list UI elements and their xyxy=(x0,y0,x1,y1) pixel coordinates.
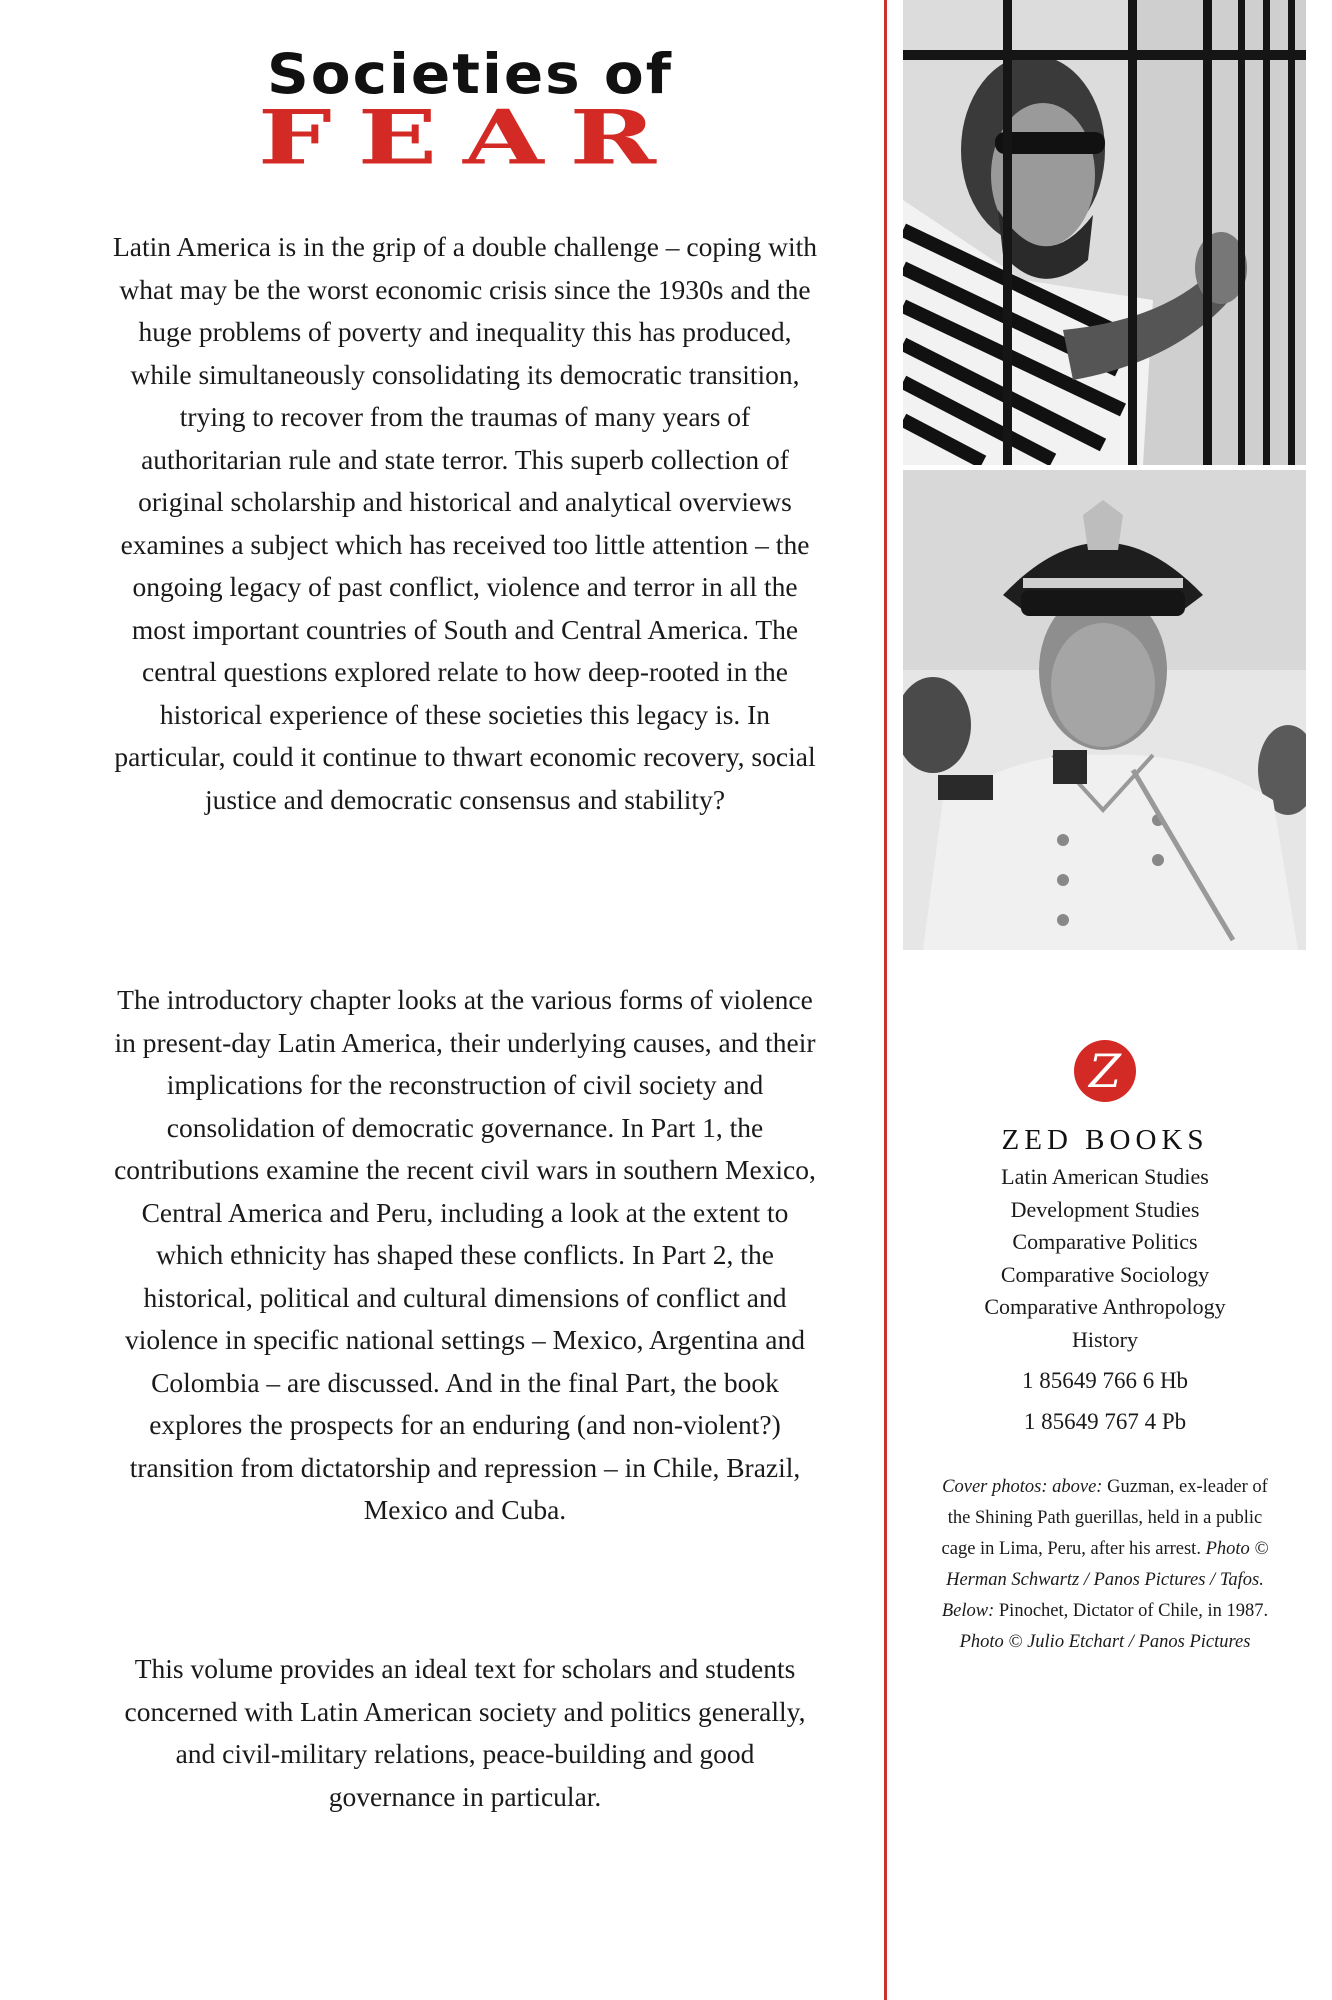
credits-below-photo: Photo © Julio Etchart / Panos Pictures xyxy=(959,1632,1251,1652)
isbn-paperback: 1 85649 767 4 Pb xyxy=(1023,1409,1187,1434)
red-divider-line xyxy=(884,0,887,2000)
cover-photo-pinochet xyxy=(903,470,1306,950)
zed-books-logo-icon xyxy=(1074,1040,1136,1102)
blurb-paragraph-1: Latin America is in the grip of a double challenge – coping with what may be the worst economic crisis since the 1930s and the huge problems of poverty and inequality this has produced, while simultaneously consolidating its democratic transition, trying to recover from the traumas of many years of authoritarian rule and state terror. This superb collection of original scholarship and historical and analytical overviews examines a subject which has received too little attention – the ongoing legacy of past conflict, violence and terror in all the most important countries of South and Central America. The central questions explored relate to how deep-rooted in the historical experience of these societies this legacy is. In particular, could it continue to thwart economic recovery, social justice and democratic consensus and stability? xyxy=(112,231,818,815)
publisher-info-column xyxy=(900,1040,1310,1658)
subject-item: Comparative Sociology xyxy=(1000,1261,1210,1287)
blurb-paragraph-3: This volume provides an ideal text for scholars and students concerned with Latin American society and politics generally, and civil-military relations, peace-building and good governance in particular. xyxy=(124,1653,806,1812)
credits-above-photo: Photo © Herman Schwartz / Panos Pictures / Tafos. xyxy=(946,1539,1269,1590)
logo-letter: Z xyxy=(1089,1044,1121,1098)
credits-label-cover: Cover photos: above: xyxy=(942,1477,1103,1497)
cover-photo-guzman-cage xyxy=(903,0,1306,465)
subject-item: History xyxy=(1072,1326,1138,1352)
subject-item: Development Studies xyxy=(1010,1196,1200,1222)
title-fear: FEAR xyxy=(257,92,683,182)
credits-below-text: Pinochet, Dictator of Chile, in 1987. xyxy=(998,1601,1269,1621)
officer-portrait-photo-icon xyxy=(903,470,1306,950)
credits-label-below: Below: xyxy=(941,1601,995,1621)
caged-man-photo-icon xyxy=(903,0,1306,465)
credits-above-text: Guzman, ex-leader of the Shining Path guerillas, held in a public cage in Lima, Peru, after his arrest. xyxy=(941,1477,1268,1559)
blurb-paragraph-2: The introductory chapter looks at the various forms of violence in present-day Latin America, their underlying causes, and their implications for the reconstruction of civil society and consolidation of democratic governance. In Part 1, the contributions examine the recent civil wars in southern Mexico, Central America and Peru, including a look at the extent to which ethnicity has shaped these conflicts. In Part 2, the historical, political and cultural dimensions of conflict and violence in specific national settings – Mexico, Argentina and Colombia – are discussed. And in the final Part, the book explores the prospects for an enduring (and non-violent?) transition from dictatorship and repression – in Chile, Brazil, Mexico and Cuba. xyxy=(114,984,816,1525)
subject-list xyxy=(900,1161,1310,1356)
photo-credits xyxy=(935,1472,1275,1658)
isbn-hardback: 1 85649 766 6 Hb xyxy=(1021,1368,1189,1393)
subject-item: Comparative Anthropology xyxy=(984,1294,1226,1319)
subject-item: Latin American Studies xyxy=(1001,1164,1209,1189)
subject-item: Comparative Politics xyxy=(1012,1229,1198,1254)
title-societies-of: Societies of xyxy=(267,41,673,107)
publisher-name: ZED BOOKS xyxy=(1001,1124,1209,1156)
